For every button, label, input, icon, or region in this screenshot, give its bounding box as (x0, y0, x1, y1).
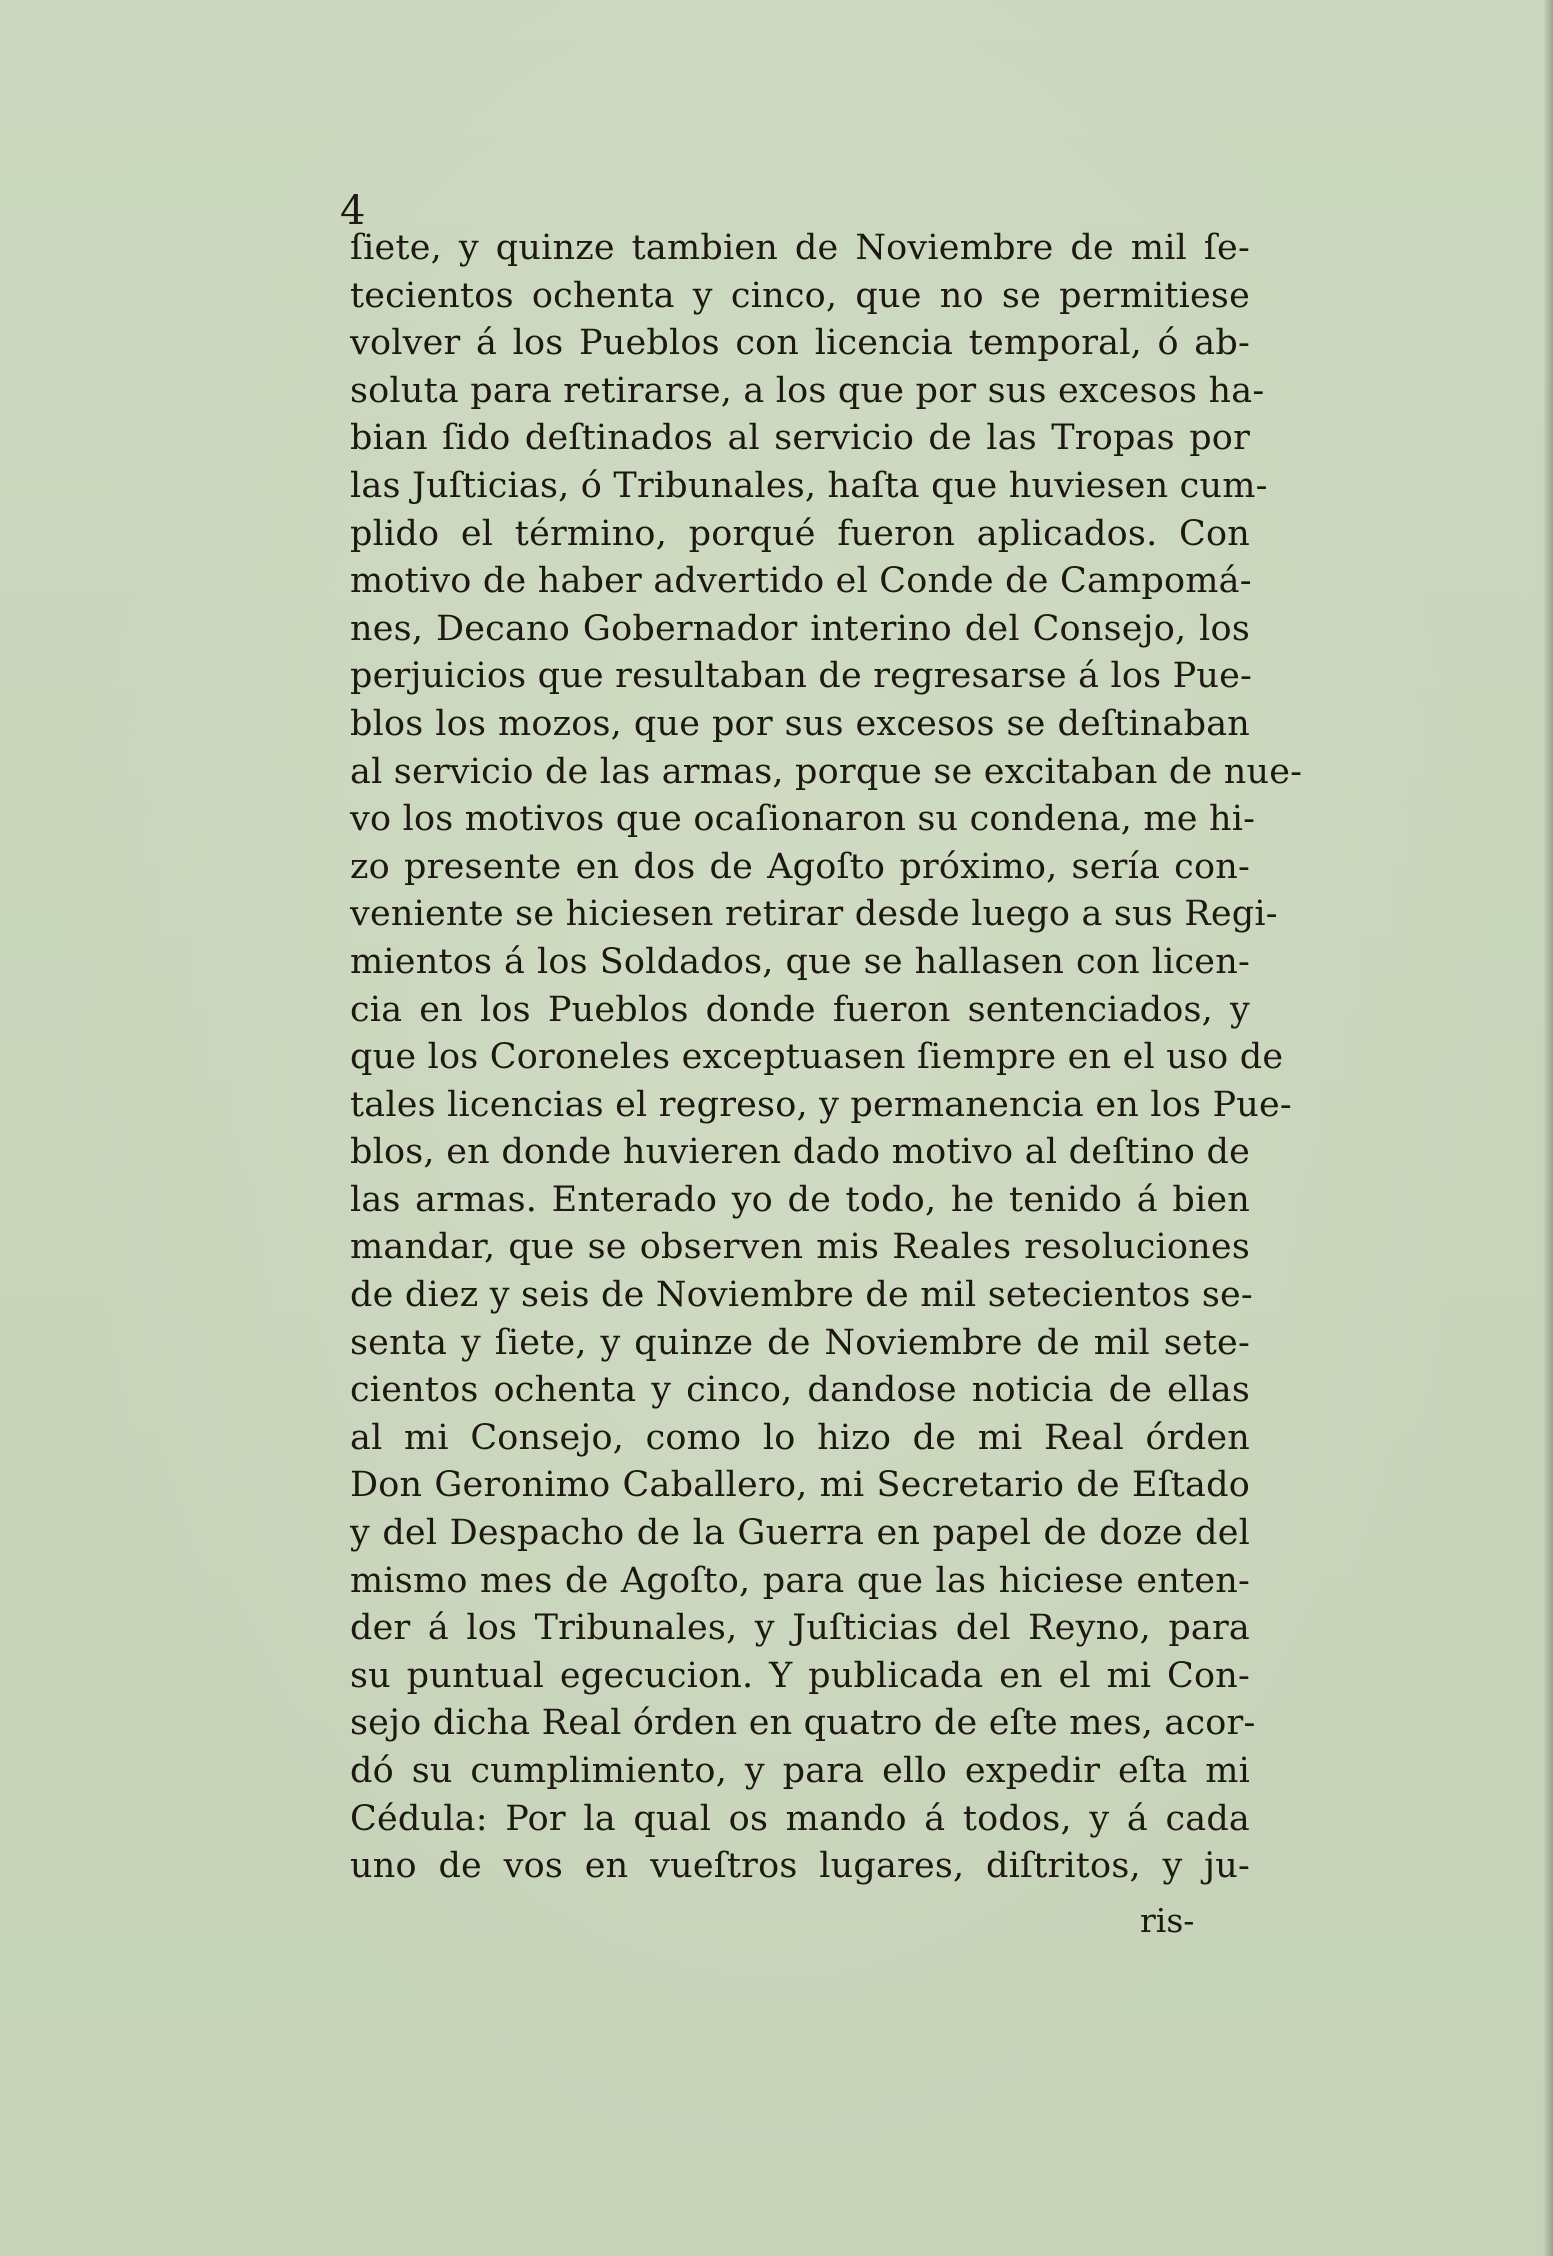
text-line: las armas. Enterado yo de todo, he tenido á bien (350, 1179, 1250, 1220)
text-line: Don Geronimo Caballero, mi Secretario de Eſtado (350, 1465, 1250, 1506)
text-line: senta y ſiete, y quinze de Noviembre de mil sete- (350, 1322, 1250, 1363)
page-number: 4 (340, 188, 366, 234)
text-line: veniente se hiciesen retirar desde luego a sus Regi- (350, 894, 1278, 935)
text-line: al servicio de las armas, porque se excitaban de nue- (350, 751, 1303, 792)
text-line: ſiete, y quinze tambien de Noviembre de mil ſe- (350, 228, 1250, 268)
text-line: uno de vos en vueſtros lugares, diſtritos, y ju- (350, 1846, 1250, 1887)
text-line: y del Despacho de la Guerra en papel de doze del (350, 1513, 1250, 1554)
text-line: bian ſido deſtinados al servicio de las Tropas por (350, 418, 1250, 459)
text-line: volver á los Pueblos con licencia temporal, ó ab- (350, 323, 1250, 364)
text-line: cia en los Pueblos donde fueron sentenciados, y (350, 989, 1250, 1030)
text-line: motivo de haber advertido el Conde de Campomá- (350, 561, 1252, 602)
text-line: plido el término, porqué fueron aplicados. Con (350, 513, 1250, 554)
text-line: sejo dicha Real órden en quatro de eſte mes, acor- (350, 1703, 1256, 1744)
text-line: mandar, que se observen mis Reales resoluciones (350, 1227, 1250, 1268)
body-text (350, 225, 1303, 1891)
text-line: Cédula: Por la qual os mando á todos, y á cada (350, 1798, 1250, 1839)
text-line: al mi Consejo, como lo hizo de mi Real órden (350, 1417, 1250, 1458)
text-line: cientos ochenta y cinco, dandose noticia de ellas (350, 1370, 1250, 1411)
text-line: zo presente en dos de Agoſto próximo, sería con- (350, 846, 1250, 887)
catchword: ris- (1140, 1901, 1195, 1940)
text-line: su puntual egecucion. Y publicada en el mi Con- (350, 1655, 1250, 1696)
text-line: tecientos ochenta y cinco, que no se permitiese (350, 275, 1250, 316)
text-line: las Juſticias, ó Tribunales, haſta que huviesen cum- (350, 465, 1268, 506)
text-line: vo los motivos que ocaſionaron su condena, me hi- (350, 799, 1256, 840)
text-line: blos, en donde huvieren dado motivo al deſtino de (350, 1132, 1250, 1173)
text-line: tales licencias el regreso, y permanencia en los Pue- (350, 1084, 1292, 1125)
text-line: dó su cumplimiento, y para ello expedir eſta mi (350, 1751, 1250, 1791)
text-line: mientos á los Soldados, que se hallasen con licen- (350, 941, 1250, 982)
text-line: der á los Tribunales, y Juſticias del Reyno, para (350, 1608, 1250, 1649)
text-line: soluta para retirarse, a los que por sus excesos ha- (350, 370, 1265, 411)
text-line: nes, Decano Gobernador interino del Consejo, los (350, 608, 1250, 649)
text-line: perjuicios que resultaban de regresarse á los Pue- (350, 656, 1253, 697)
text-line: que los Coroneles exceptuasen ſiempre en el uso de (350, 1037, 1284, 1078)
text-line: mismo mes de Agoſto, para que las hiciese enten- (350, 1560, 1250, 1601)
text-line: blos los mozos, que por sus excesos se deſtinaban (350, 703, 1250, 744)
page-edge-shadow (1543, 0, 1553, 2256)
text-line: de diez y seis de Noviembre de mil setecientos se- (350, 1275, 1253, 1316)
